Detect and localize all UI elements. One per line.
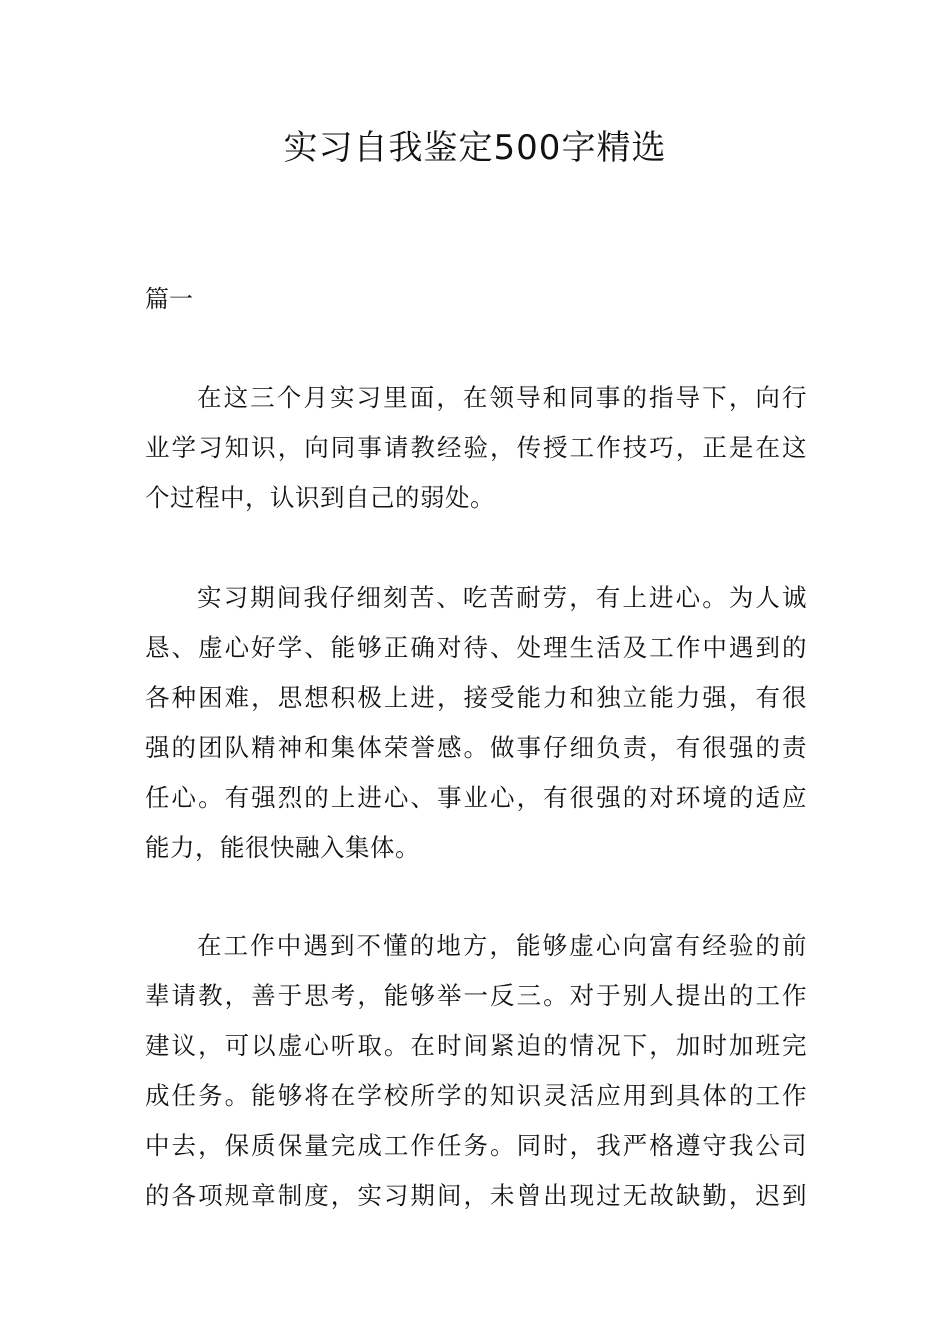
paragraph-line: 建议，可以虚心听取。在时间紧迫的情况下，加时加班完 (145, 1031, 807, 1060)
paragraph-line: 能力，能很快融入集体。 (145, 833, 420, 862)
paragraph-line: 在工作中遇到不懂的地方，能够虚心向富有经验的前 (197, 931, 807, 960)
page-title: 实习自我鉴定500字精选 (283, 128, 667, 168)
paragraph-line: 中去，保质保量完成工作任务。同时，我严格遵守我公司 (145, 1131, 807, 1160)
paragraph-line: 个过程中，认识到自己的弱处。 (145, 483, 495, 512)
paragraph-line: 在这三个月实习里面，在领导和同事的指导下，向行 (197, 383, 807, 412)
paragraph-line: 恳、虚心好学、能够正确对待、处理生活及工作中遇到的 (145, 633, 807, 662)
section-label: 篇一 (145, 285, 193, 313)
paragraph-line: 各种困难，思想积极上进，接受能力和独立能力强，有很 (145, 683, 807, 712)
paragraph-1 (145, 373, 807, 523)
paragraph-line: 实习期间我仔细刻苦、吃苦耐劳，有上进心。为人诚 (197, 583, 807, 612)
paragraph-line: 辈请教，善于思考，能够举一反三。对于别人提出的工作 (145, 981, 807, 1010)
paragraph-line: 的各项规章制度，实习期间，未曾出现过无故缺勤，迟到 (145, 1181, 807, 1210)
paragraph-line: 业学习知识，向同事请教经验，传授工作技巧，正是在这 (145, 433, 807, 462)
paragraph-line: 成任务。能够将在学校所学的知识灵活应用到具体的工作 (145, 1081, 807, 1110)
paragraph-3 (145, 921, 807, 1221)
paragraph-line: 任心。有强烈的上进心、事业心，有很强的对环境的适应 (145, 783, 807, 812)
paragraph-2 (145, 573, 807, 873)
paragraph-line: 强的团队精神和集体荣誉感。做事仔细负责，有很强的责 (145, 733, 807, 762)
